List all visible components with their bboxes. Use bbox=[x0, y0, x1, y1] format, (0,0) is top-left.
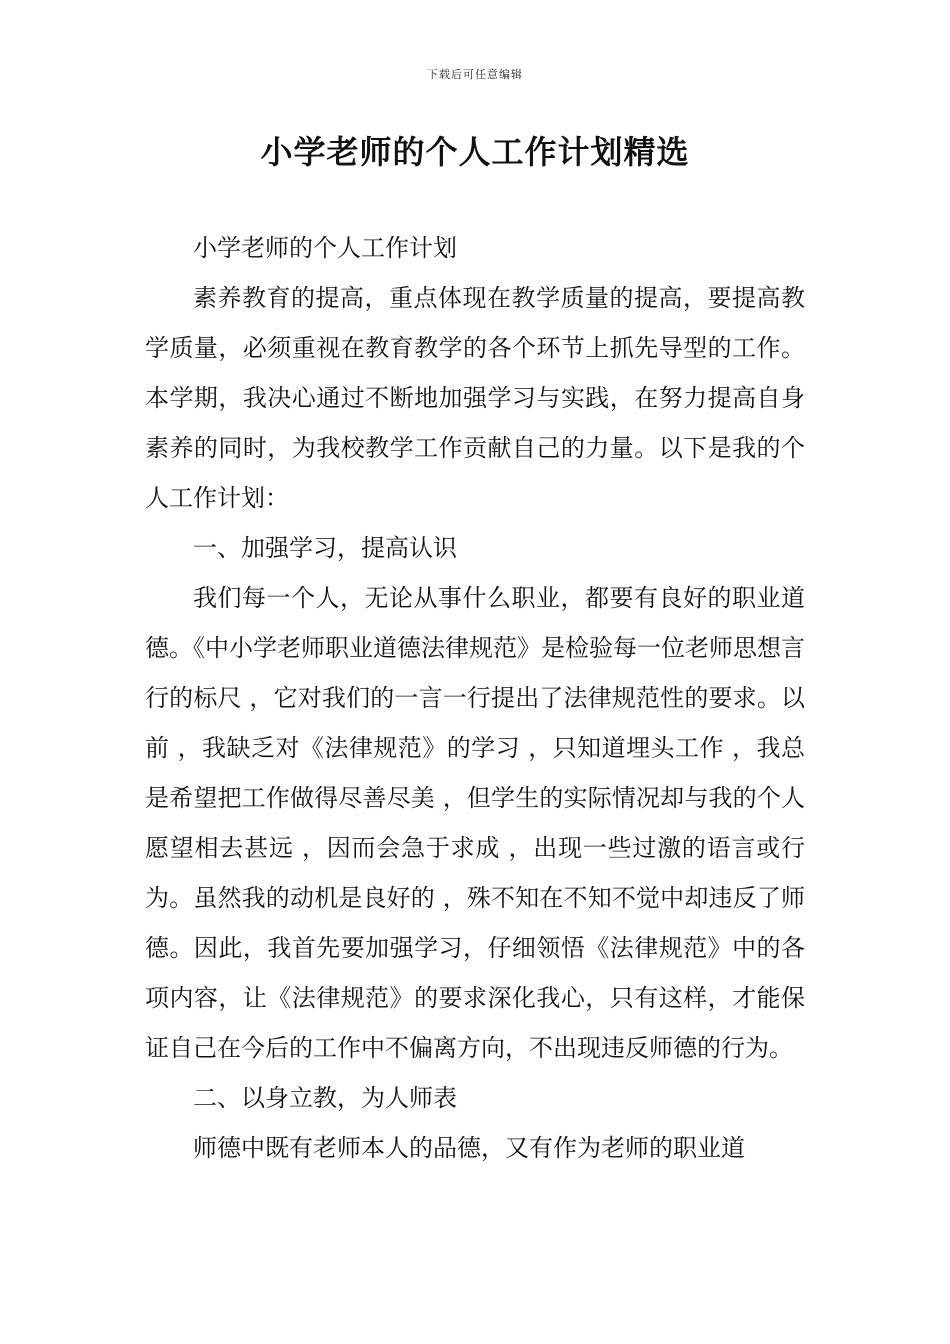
paragraph-subtitle: 小学老师的个人工作计划 bbox=[193, 234, 457, 262]
paragraph-section-1: 我们每一个人，无论从事什么职业，都要有良好的职业道德。《中小学老师职业道德法律规范》是检验每一位老师思想言行的标尺 ，它对我们的一言一行提出了法律规范性的要求。以前 ，我缺乏对《法律规范》的学习 ，只知道埋头工作 ，我总是希望把工作做得尽善尽美 ，但学生的实际情况却与我的个人愿望相去甚远 ，因而会急于求成 ，出现一些过激的语言或行为。虽然我的动机是良好的 ，殊不知在不知不觉中却违反了师德。因此，我首先要加强学习，仔细领悟《法律规范》中的各项内容，让《法律规范》的要求深化我心，只有这样，才能保证自己在今后的工作中不偏离方向，不出现违反师德的行为。 bbox=[145, 584, 805, 1062]
section-heading-1: 一、加强学习，提高认识 bbox=[193, 534, 457, 562]
document-title: 小学老师的个人工作计划精选 bbox=[260, 133, 690, 171]
header-note: 下载后可任意编辑 bbox=[427, 68, 523, 81]
paragraph-section-2: 师德中既有老师本人的品德，又有作为老师的职业道 bbox=[193, 1134, 745, 1162]
document-body bbox=[145, 223, 805, 1173]
section-heading-2: 二、以身立教，为人师表 bbox=[193, 1084, 457, 1112]
paragraph-intro: 素养教育的提高，重点体现在教学质量的提高，要提高教学质量，必须重视在教育教学的各个环节上抓先导型的工作。本学期，我决心通过不断地加强学习与实践，在努力提高自身素养的同时，为我校教学工作贡献自己的力量。以下是我的个人工作计划： bbox=[145, 284, 805, 512]
